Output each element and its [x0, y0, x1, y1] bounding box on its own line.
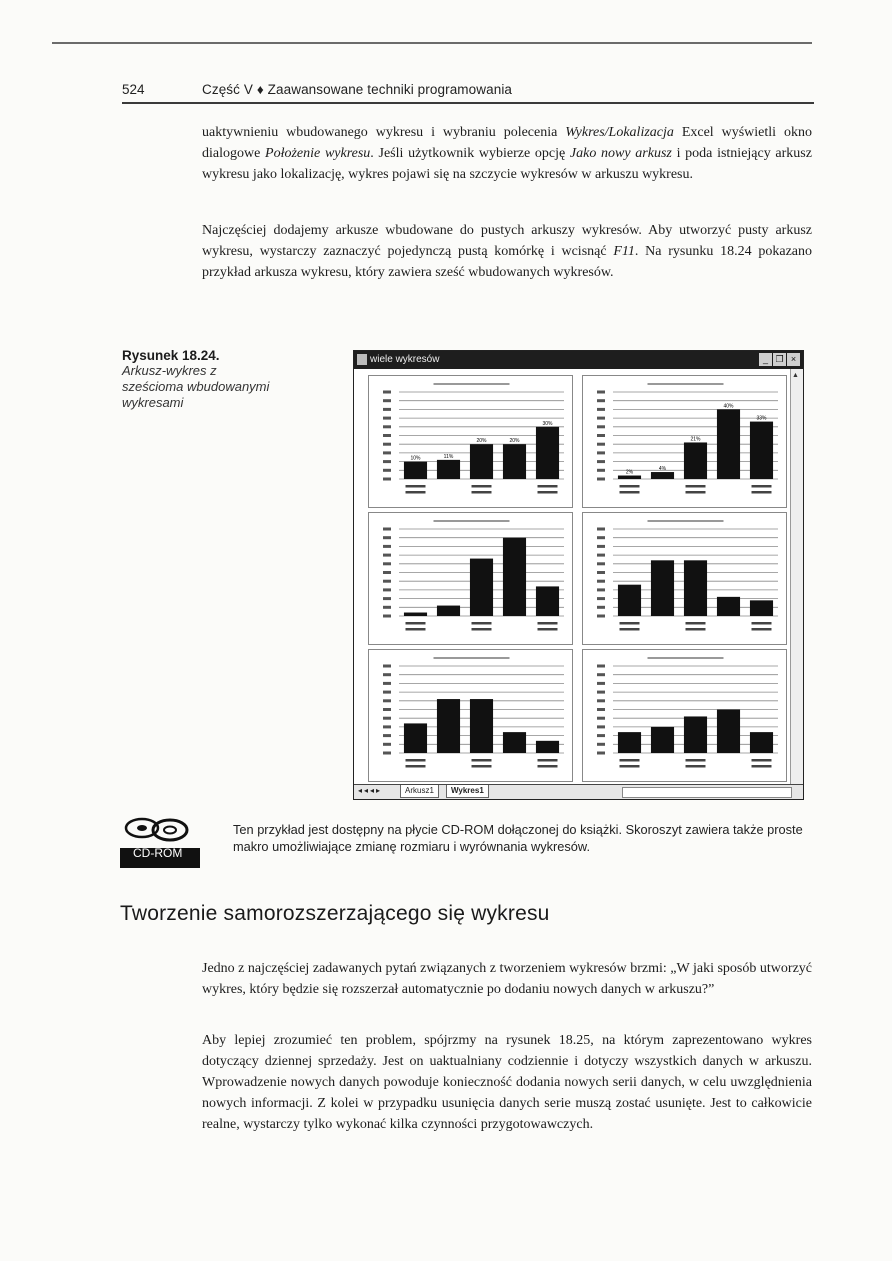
bar: [404, 613, 427, 616]
bar-data-label: 10%: [410, 455, 421, 462]
y-tick-label-mark: [597, 443, 605, 446]
bar: [618, 732, 641, 753]
chart-svg-1: [369, 376, 574, 509]
bar: [536, 586, 559, 616]
y-tick-label-mark: [383, 691, 391, 694]
horizontal-scrollbar[interactable]: [622, 787, 792, 798]
y-tick-label-mark: [597, 734, 605, 737]
x-category-label-mark: [538, 622, 558, 625]
y-tick-label-mark: [383, 708, 391, 711]
chart-svg-5: [369, 650, 574, 783]
y-tick-label-mark: [597, 580, 605, 583]
x-category-label-mark: [538, 628, 558, 631]
embedded-chart-4[interactable]: [582, 512, 787, 645]
p2-run-0: Najczęściej dodajemy arkusze wbudowane do pustych arkuszy wykresów. Aby utworzyć pusty arkusz wykresu, wystarczy zaznaczyć pojedynczą pustą komórkę i wcisnąć: [202, 223, 812, 259]
y-tick-label-mark: [597, 528, 605, 531]
x-category-label-mark: [752, 759, 772, 762]
x-category-label-mark: [406, 491, 426, 494]
y-tick-label-mark: [597, 597, 605, 600]
y-tick-label-mark: [597, 699, 605, 702]
p1-run-2: Excel wyświetli okno dialogowe: [202, 125, 812, 161]
y-tick-label-mark: [597, 469, 605, 472]
y-tick-label-mark: [597, 708, 605, 711]
y-tick-label-mark: [597, 743, 605, 746]
bar-data-label: 11%: [443, 453, 454, 460]
restore-icon[interactable]: ❐: [773, 353, 786, 366]
x-category-label-mark: [472, 759, 492, 762]
cd-rom-badge: CD-ROM: [133, 846, 183, 860]
y-tick-label-mark: [597, 408, 605, 411]
y-tick-label-mark: [383, 451, 391, 454]
p1-run-5: Jako nowy arkusz: [569, 146, 672, 161]
x-category-label-mark: [686, 485, 706, 488]
x-category-label-mark: [752, 485, 772, 488]
cd-note: Ten przykład jest dostępny na płycie CD-ROM dołączonej do książki. Skoroszyt zawiera także proste makro umożliwiające zmianę rozmiaru i wyrównania wykresów.: [233, 822, 803, 854]
y-tick-label-mark: [383, 580, 391, 583]
y-tick-label-mark: [597, 425, 605, 428]
y-tick-label-mark: [383, 597, 391, 600]
y-tick-label-mark: [383, 545, 391, 548]
bar: [404, 723, 427, 753]
y-tick-label-mark: [383, 469, 391, 472]
p1-run-6: i poda istniejący arkusz wykresu jako lokalizację, wykres pojawi się na szczycie wykresów w arkuszu wykresu.: [202, 146, 812, 182]
top-rule: [52, 42, 812, 44]
bar: [503, 732, 526, 753]
bar: [536, 427, 559, 479]
x-category-label-mark: [538, 485, 558, 488]
x-category-label-mark: [686, 628, 706, 631]
paragraph-2: [202, 220, 812, 283]
y-tick-label-mark: [383, 682, 391, 685]
y-tick-label-mark: [597, 460, 605, 463]
x-category-label-mark: [686, 765, 706, 768]
chart-svg-3: [369, 513, 574, 646]
bar: [717, 710, 740, 754]
x-category-label-mark: [620, 759, 640, 762]
bar: [651, 560, 674, 616]
y-tick-label-mark: [597, 571, 605, 574]
y-tick-label-mark: [597, 665, 605, 668]
chart-svg-2: [583, 376, 788, 509]
y-tick-label-mark: [383, 699, 391, 702]
x-category-label-mark: [406, 628, 426, 631]
y-tick-label-mark: [597, 606, 605, 609]
y-tick-label-mark: [597, 752, 605, 755]
p1-run-0: uaktywnieniu wbudowanego wykresu i wybraniu polecenia: [202, 125, 566, 140]
y-tick-label-mark: [383, 665, 391, 668]
bar: [470, 559, 493, 616]
y-tick-label-mark: [383, 399, 391, 402]
window-title: wiele wykresów: [370, 354, 440, 365]
y-tick-label-mark: [597, 399, 605, 402]
minimize-icon[interactable]: _: [759, 353, 772, 366]
bar: [437, 699, 460, 753]
figure-label: [122, 348, 272, 411]
header-rule: [122, 102, 814, 104]
y-tick-label-mark: [383, 443, 391, 446]
embedded-chart-2[interactable]: [582, 375, 787, 508]
x-category-label-mark: [538, 759, 558, 762]
x-category-label-mark: [538, 765, 558, 768]
y-tick-label-mark: [383, 434, 391, 437]
y-tick-label-mark: [383, 752, 391, 755]
y-tick-label-mark: [383, 460, 391, 463]
bar-data-label: 30%: [542, 420, 553, 427]
bar-data-label: 40%: [723, 403, 734, 410]
bar: [404, 462, 427, 479]
y-tick-label-mark: [597, 691, 605, 694]
window-titlebar: [354, 351, 803, 369]
y-tick-label-mark: [383, 425, 391, 428]
bar: [651, 472, 674, 479]
embedded-chart-1[interactable]: [368, 375, 573, 508]
x-category-label-mark: [752, 491, 772, 494]
bar: [618, 476, 641, 479]
y-tick-label-mark: [383, 478, 391, 481]
x-category-label-mark: [752, 622, 772, 625]
bar: [437, 606, 460, 616]
paragraph-4: [202, 1030, 812, 1135]
x-category-label-mark: [538, 491, 558, 494]
y-tick-label-mark: [597, 417, 605, 420]
bar: [536, 741, 559, 753]
y-tick-label-mark: [383, 408, 391, 411]
y-tick-label-mark: [383, 743, 391, 746]
y-tick-label-mark: [597, 682, 605, 685]
bar: [503, 538, 526, 616]
bar: [684, 716, 707, 753]
figure-number: Rysunek 18.24.: [122, 348, 220, 363]
x-category-label-mark: [406, 622, 426, 625]
x-category-label-mark: [620, 765, 640, 768]
sheet-tab-bar: [354, 784, 803, 799]
x-category-label-mark: [686, 759, 706, 762]
bar: [470, 699, 493, 753]
chart-svg-6: [583, 650, 788, 783]
y-tick-label-mark: [597, 554, 605, 557]
x-category-label-mark: [406, 485, 426, 488]
x-category-label-mark: [472, 491, 492, 494]
x-category-label-mark: [472, 765, 492, 768]
bar: [684, 560, 707, 616]
embedded-chart-5[interactable]: [368, 649, 573, 782]
y-tick-label-mark: [597, 434, 605, 437]
x-category-label-mark: [686, 491, 706, 494]
y-tick-label-mark: [597, 545, 605, 548]
x-category-label-mark: [620, 485, 640, 488]
p3-run-0: Jedno z najczęściej zadawanych pytań związanych z tworzeniem wykresów brzmi: „W jaki sposób utworzyć wykres, który będzie się rozszerzał automatycznie po dodaniu nowych danych w arkuszu?”: [202, 961, 812, 997]
y-tick-label-mark: [597, 451, 605, 454]
y-tick-label-mark: [383, 562, 391, 565]
bar-data-label: 21%: [690, 436, 701, 443]
figure-caption: Arkusz-wykres z sześcioma wbudowanymi wykresami: [122, 363, 270, 410]
chart-svg-4: [583, 513, 788, 646]
y-tick-label-mark: [383, 536, 391, 539]
bar-data-label: 33%: [756, 415, 767, 422]
p2-run-2: . Na rysunku 18.24 pokazano przykład arkusza wykresu, który zawiera sześć wbudowanych wykresów.: [202, 244, 812, 280]
embedded-chart-3[interactable]: [368, 512, 573, 645]
bar: [750, 732, 773, 753]
bar-data-label: 4%: [658, 466, 667, 473]
p1-run-3: Położenie wykresu: [265, 146, 371, 161]
p2-run-1: F11: [613, 244, 635, 259]
y-tick-label-mark: [597, 562, 605, 565]
running-header: [122, 82, 812, 102]
x-category-label-mark: [620, 622, 640, 625]
p1-run-4: . Jeśli użytkownik wybierze opcję: [370, 146, 570, 161]
y-tick-label-mark: [383, 391, 391, 394]
y-tick-label-mark: [597, 536, 605, 539]
y-tick-label-mark: [597, 391, 605, 394]
paragraph-3: [202, 958, 812, 1000]
y-tick-label-mark: [383, 615, 391, 618]
x-category-label-mark: [620, 491, 640, 494]
y-tick-label-mark: [597, 725, 605, 728]
y-tick-label-mark: [383, 725, 391, 728]
y-tick-label-mark: [383, 528, 391, 531]
y-tick-label-mark: [383, 554, 391, 557]
chart-sheet-area: [358, 371, 790, 786]
bar: [717, 409, 740, 479]
paragraph-1: [202, 122, 812, 185]
x-category-label-mark: [406, 759, 426, 762]
close-icon[interactable]: ×: [787, 353, 800, 366]
tab-arkusz1[interactable]: Arkusz1: [400, 785, 439, 798]
y-tick-label-mark: [597, 478, 605, 481]
y-tick-label-mark: [383, 571, 391, 574]
y-tick-label-mark: [383, 734, 391, 737]
p4-run-0: Aby lepiej zrozumieć ten problem, spójrzmy na rysunek 18.25, na którym zaprezentowano wykres dotyczący dziennej sprzedaży. Jest on uaktualniany codziennie i dotyczy wszystkich danych w arkuszu. Wprowadzenie nowych danych powoduje konieczność dodania nowych serii danych, w celu uwzględnienia nowych informacji. Z kolei w przypadku usunięcia danych serie muszą zostać usunięte. Jest to całkowicie realne, wystarczy tylko wykonać kilka czynności przygotowawczych.: [202, 1033, 812, 1132]
x-category-label-mark: [472, 622, 492, 625]
bar: [684, 442, 707, 479]
bar-data-label: 20%: [476, 438, 487, 445]
x-category-label-mark: [752, 765, 772, 768]
y-tick-label-mark: [597, 717, 605, 720]
y-tick-label-mark: [597, 673, 605, 676]
y-tick-label-mark: [597, 615, 605, 618]
y-tick-label-mark: [383, 417, 391, 420]
bar: [750, 422, 773, 479]
x-category-label-mark: [472, 628, 492, 631]
bar-data-label: 2%: [625, 469, 634, 476]
bar: [470, 444, 493, 479]
bar: [437, 460, 460, 479]
x-category-label-mark: [686, 622, 706, 625]
bar: [503, 444, 526, 479]
bar: [750, 600, 773, 616]
embedded-chart-6[interactable]: [582, 649, 787, 782]
section-heading: Tworzenie samorozszerzającego się wykresu: [120, 902, 550, 925]
bar: [618, 585, 641, 616]
tab-wykres1[interactable]: Wykres1: [446, 785, 489, 798]
tab-scroll-icons[interactable]: ◂◂◂▸: [358, 786, 383, 795]
scroll-up-icon[interactable]: ▲: [792, 371, 799, 379]
chart-sheet-window: [353, 350, 804, 800]
y-tick-label-mark: [383, 673, 391, 676]
excel-icon: [357, 354, 367, 365]
y-tick-label-mark: [597, 588, 605, 591]
x-category-label-mark: [620, 628, 640, 631]
x-category-label-mark: [472, 485, 492, 488]
x-category-label-mark: [406, 765, 426, 768]
p1-run-1: Wykres/Lokalizacja: [565, 125, 674, 140]
bar-data-label: 20%: [509, 438, 520, 445]
bar: [717, 597, 740, 616]
running-title: Część V ♦ Zaawansowane techniki programowania: [202, 82, 513, 97]
y-tick-label-mark: [383, 606, 391, 609]
vertical-scrollbar[interactable]: [790, 369, 803, 784]
y-tick-label-mark: [383, 717, 391, 720]
y-tick-label-mark: [383, 588, 391, 591]
page-number: 524: [122, 82, 145, 97]
x-category-label-mark: [752, 628, 772, 631]
bar: [651, 727, 674, 753]
